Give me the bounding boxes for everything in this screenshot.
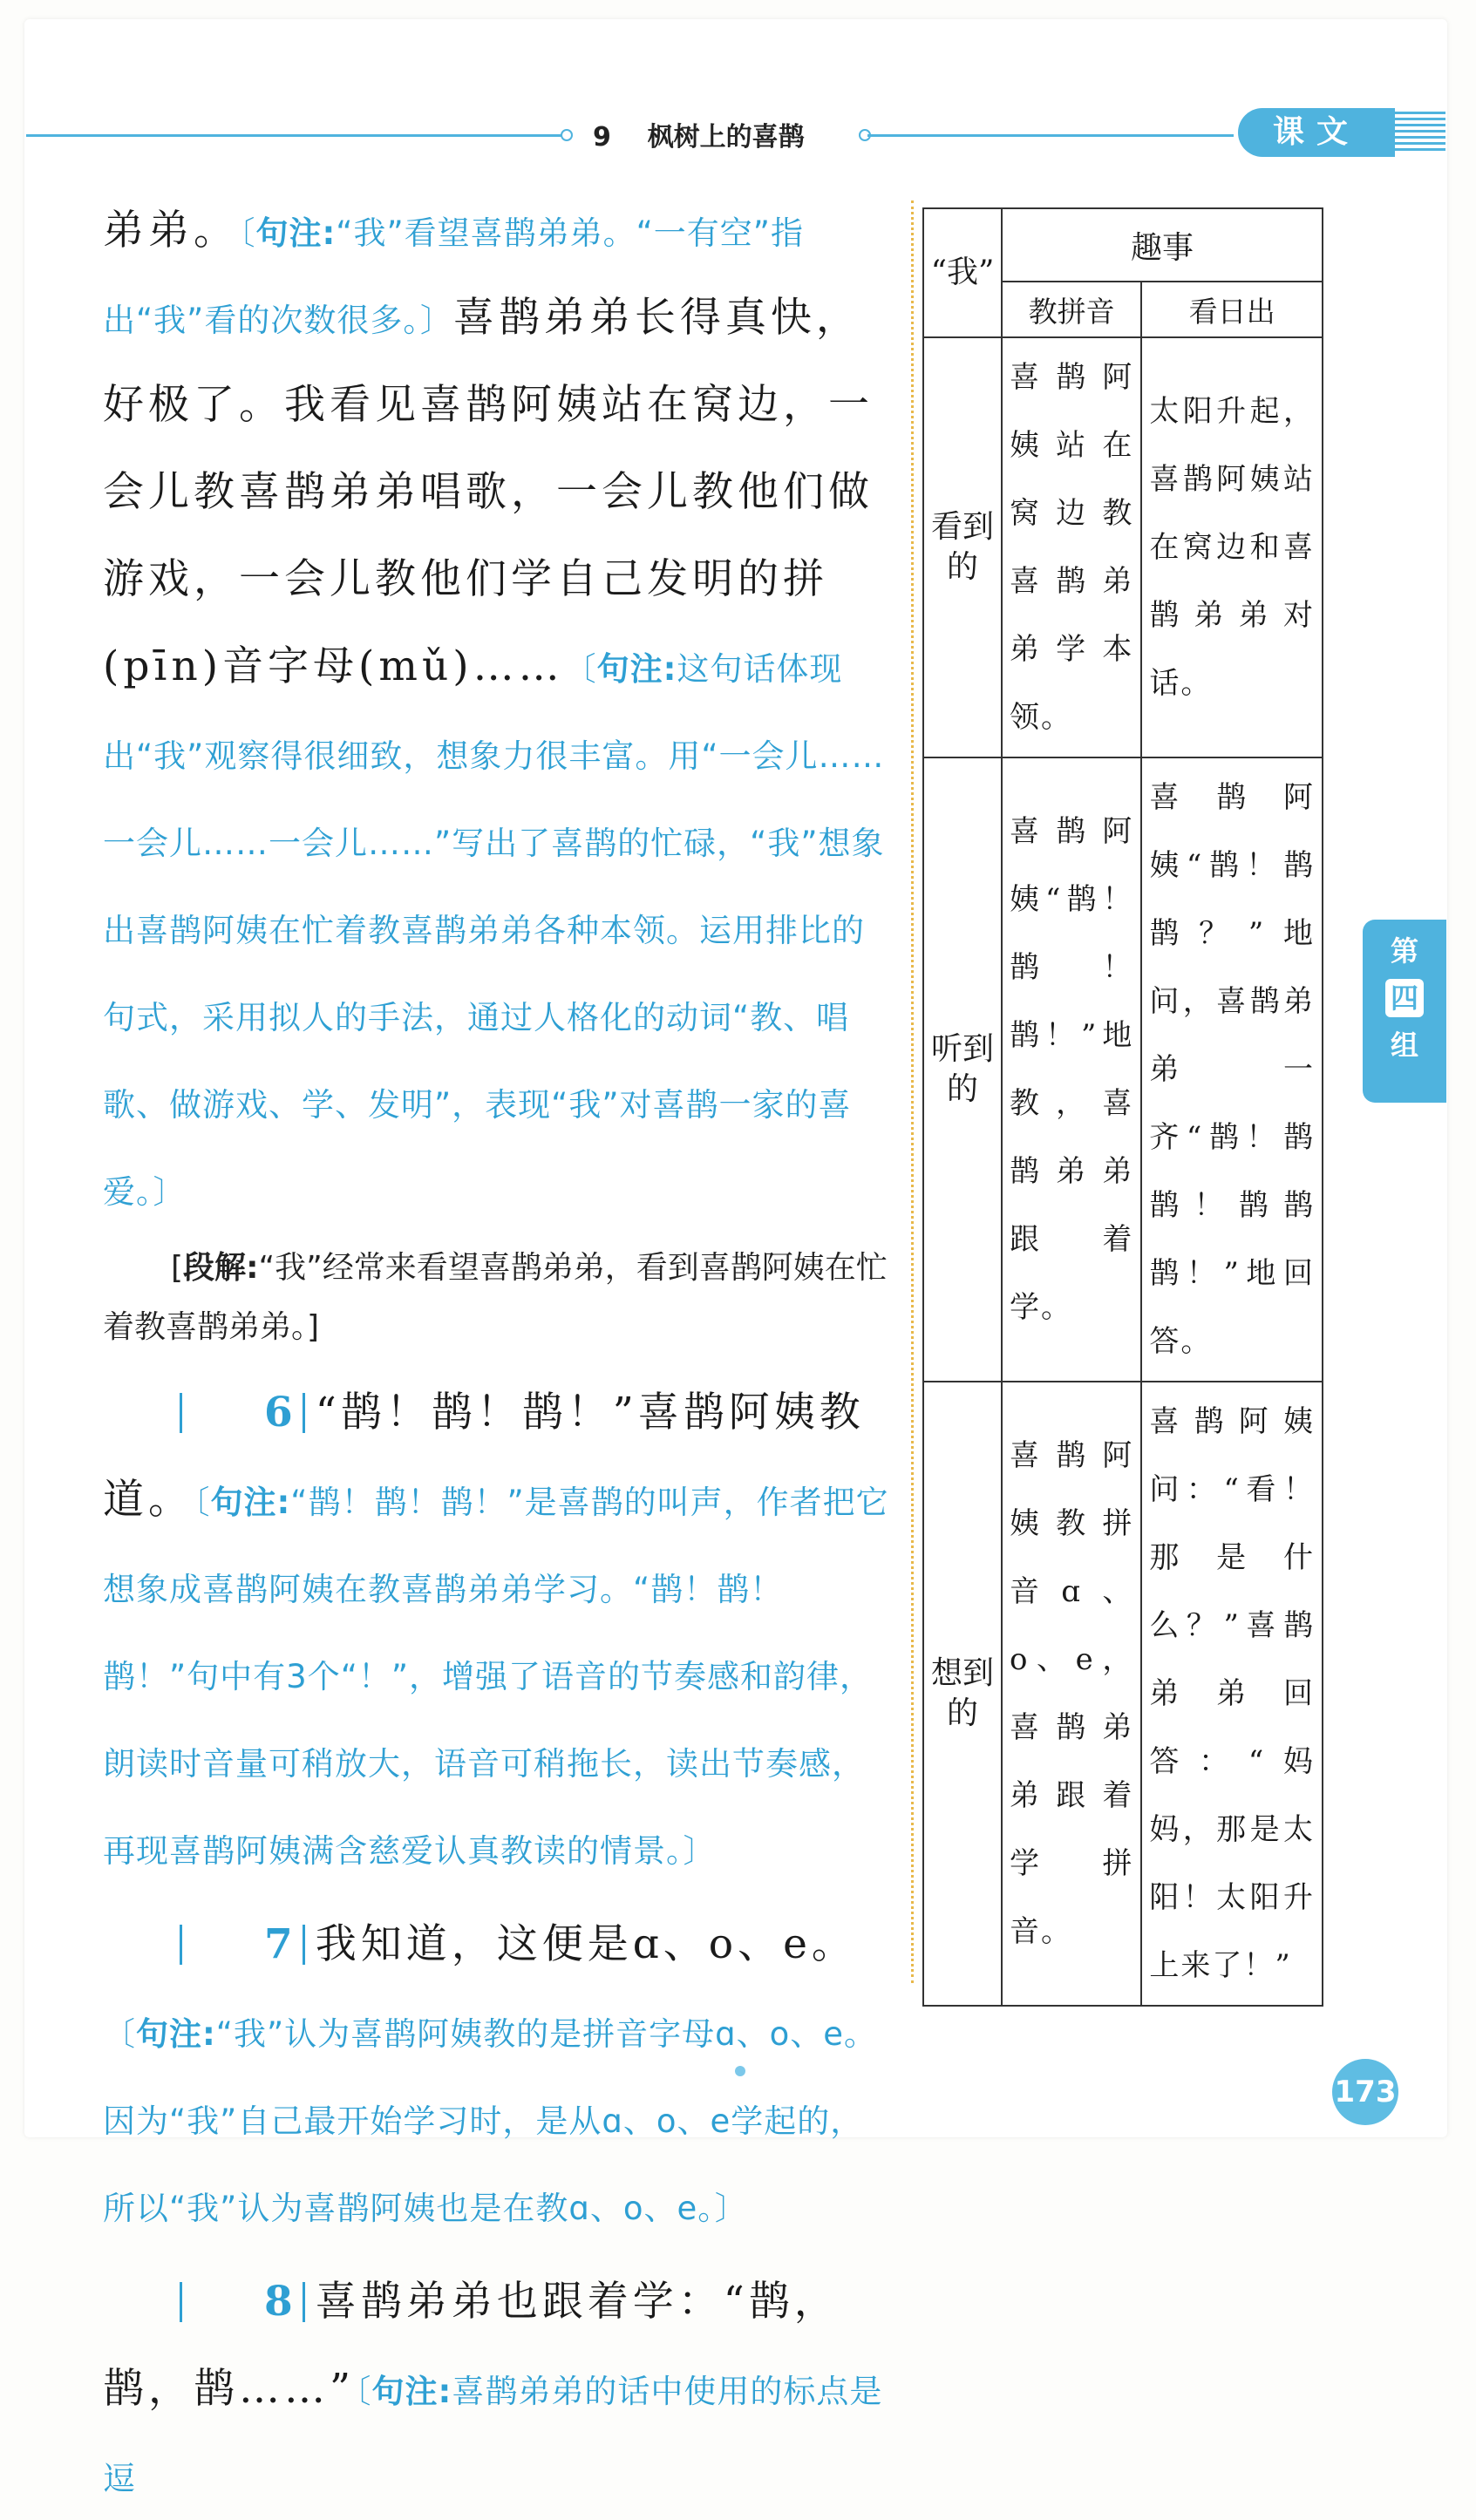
table-cell: 喜鹊阿姨问：“看！那是什么？”喜鹊弟弟回答：“妈妈，那是太阳！太阳升上来了！” bbox=[1141, 1382, 1323, 2006]
table-row-label: 听到的 bbox=[923, 757, 1002, 1382]
page-number: 173 bbox=[1332, 2059, 1398, 2125]
side-tab-bottom: 组 bbox=[1390, 1029, 1418, 1062]
section-tag: 课文 bbox=[1238, 108, 1395, 157]
sentence-note-7: 〔句注:“我”认为喜鹊阿姨教的是拼音字母ɑ、o、e。因为“我”自己最开始学习时，是从ɑ、o、e学起的，所以“我”认为喜鹊阿姨也是在教ɑ、o、e。〕 bbox=[103, 2015, 878, 2227]
table-row-label: 想到的 bbox=[923, 1382, 1002, 2006]
unit-side-tab bbox=[1363, 920, 1446, 1103]
table-cell: 喜鹊阿姨“鹊！鹊鹊？”地问，喜鹊弟弟一齐“鹊！鹊鹊！鹊鹊鹊！”地回答。 bbox=[1141, 757, 1323, 1382]
header-dot-left bbox=[561, 129, 573, 141]
column-divider bbox=[911, 200, 914, 1983]
side-tab-top: 第 bbox=[1390, 934, 1418, 968]
paragraph-5-continued: 弟弟。〔句注:“我”看望喜鹊弟弟。“一有空”指出“我”看的次数很多。〕喜鹊弟弟长得真快，好极了。我看见喜鹊阿姨站在窝边，一会儿教喜鹊弟弟唱歌，一会儿教他们做游戏，一会儿教他们学自己发明的拼(pīn)音字母(mǔ)……〔句注:这句话体现出“我”观察得很细致，想象力很丰富。用“一会儿……一会儿……一会儿……”写出了喜鹊的忙碌，“我”想象出喜鹊阿姨在忙着教喜鹊弟弟各种本领。运用排比的句式，采用拟人的手法，通过人格化的动词“教、唱歌、做游戏、学、发明”，表现“我”对喜鹊一家的喜爱。〕 bbox=[103, 207, 885, 1211]
table-cell: 喜鹊阿姨教拼音ɑ、o、e，喜鹊弟弟跟着学拼音。 bbox=[1002, 1382, 1141, 2006]
sentence-note: 〔句注:“我”看望喜鹊弟弟。“一有空”指出“我”看的次数很多。〕 bbox=[103, 214, 804, 339]
segment-analysis: [段解:“我”经常来看望喜鹊弟弟，看到喜鹊阿姨在忙着教喜鹊弟弟。] bbox=[103, 1250, 888, 1345]
paragraph-7: 7 我知道，这便是ɑ、o、e。〔句注:“我”认为喜鹊阿姨教的是拼音字母ɑ、o、e。因为“我”自己最开始学习时，是从ɑ、o、e学起的，所以“我”认为喜鹊阿姨也是在教ɑ、o、e。〕 bbox=[103, 1920, 878, 2227]
lesson-title: 枫树上的喜鹊 bbox=[647, 122, 805, 153]
header-stripes bbox=[1395, 112, 1445, 153]
header-rule-left bbox=[26, 134, 562, 137]
summary-table bbox=[922, 207, 1323, 2007]
table-group-header: 趣事 bbox=[1002, 208, 1323, 282]
table-col-header-2: 看日出 bbox=[1141, 282, 1323, 337]
sentence-note-6: 〔句注:“鹊！鹊！鹊！”是喜鹊的叫声，作者把它想象成喜鹊阿姨在教喜鹊弟弟学习。“鹊！鹊！鹊！”句中有3个“！”，增强了语音的节奏感和韵律，朗读时音量可稍放大，语音可稍拖长，读出节奏感，再现喜鹊阿姨满含慈爱认真教读的情景。〕 bbox=[103, 1484, 889, 1870]
header-title bbox=[593, 115, 805, 153]
paragraph-number-6: 6 bbox=[180, 1393, 305, 1433]
table-col-header-1: 教拼音 bbox=[1002, 282, 1141, 337]
paragraph-8: 8 喜鹊弟弟也跟着学：“鹊，鹊，鹊……”〔句注:喜鹊弟弟的话中使用的标点是逗 bbox=[103, 2278, 883, 2497]
bottom-dot bbox=[735, 2066, 745, 2076]
main-text-column bbox=[103, 187, 892, 2520]
sentence-note-2: 〔句注:这句话体现出“我”观察得很细致，想象力很丰富。用“一会儿……一会儿……一会儿……”写出了喜鹊的忙碌，“我”想象出喜鹊阿姨在忙着教喜鹊弟弟各种本领。运用排比的句式，采用拟人的手法，通过人格化的动词“教、唱歌、做游戏、学、发明”，表现“我”对喜鹊一家的喜爱。〕 bbox=[103, 650, 885, 1211]
table-cell: 喜鹊阿姨站在窝边教喜鹊弟弟学本领。 bbox=[1002, 337, 1141, 757]
table-cell: 喜鹊阿姨“鹊！鹊！鹊！”地教，喜鹊弟弟跟着学。 bbox=[1002, 757, 1141, 1382]
header-rule-right bbox=[867, 134, 1234, 137]
sentence-note-8: 〔句注:喜鹊弟弟的话中使用的标点是逗 bbox=[103, 2373, 883, 2497]
table-row-label: 看到的 bbox=[923, 337, 1002, 757]
table-corner: “我” bbox=[923, 208, 1002, 337]
paragraph-6: 6 “鹊！鹊！鹊！”喜鹊阿姨教道。〔句注:“鹊！鹊！鹊！”是喜鹊的叫声，作者把它想象成喜鹊阿姨在教喜鹊弟弟学习。“鹊！鹊！鹊！”句中有3个“！”，增强了语音的节奏感和韵律，朗读时音量可稍放大，语音可稍拖长，读出节奏感，再现喜鹊阿姨满含慈爱认真教读的情景。〕 bbox=[103, 1389, 889, 1870]
side-tab-mid: 四 bbox=[1385, 979, 1424, 1017]
lesson-number: 9 bbox=[593, 122, 611, 153]
paragraph-number-7: 7 bbox=[180, 1925, 305, 1965]
table-cell: 太阳升起，喜鹊阿姨站在窝边和喜鹊弟弟对话。 bbox=[1141, 337, 1323, 757]
paragraph-number-8: 8 bbox=[180, 2282, 305, 2322]
